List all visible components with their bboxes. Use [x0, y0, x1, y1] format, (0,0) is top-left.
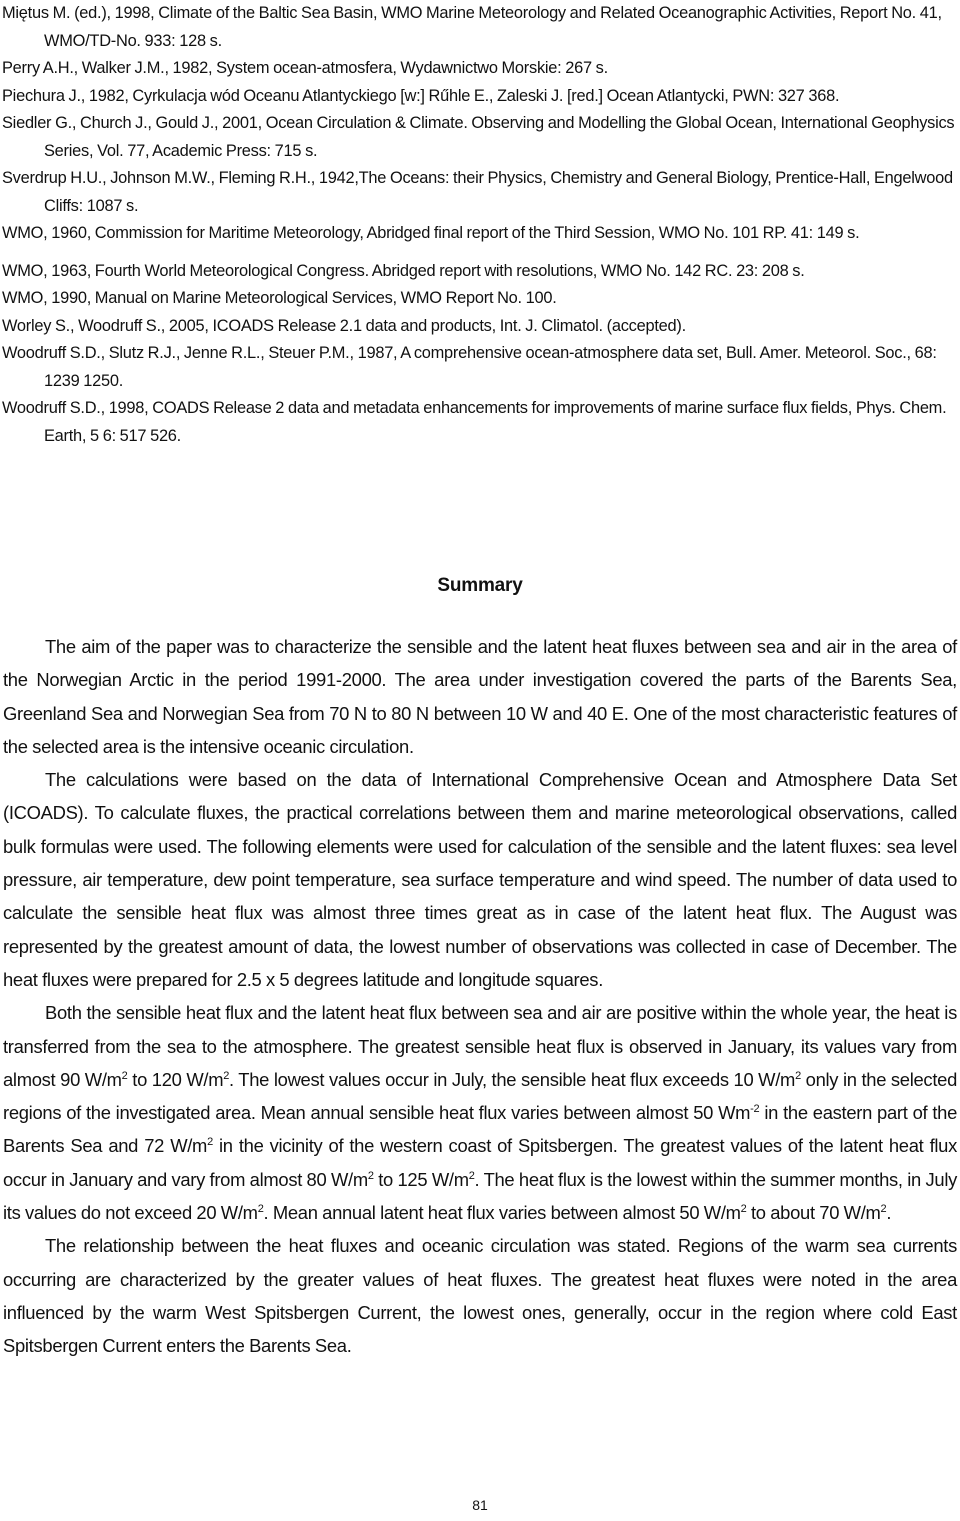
reference-item: Woodruff S.D., 1998, COADS Release 2 data and metadata enhancements for improvements of marine surface flux fields, Phys. Chem. Earth, 5 6: 517 526. — [2, 399, 947, 445]
reference-item: WMO, 1963, Fourth World Meteorological Congress. Abridged report with resolutions, WMO No. 142 RC. 23: 208 s. — [2, 261, 805, 280]
summary-body — [3, 630, 957, 1363]
reference-item: Sverdrup H.U., Johnson M.W., Fleming R.H., 1942,The Oceans: their Physics, Chemistry and General Biology, Prentice-Hall, Engelwood Cliffs: 1087 s. — [2, 169, 953, 215]
reference-item: Miętus M. (ed.), 1998, Climate of the Baltic Sea Basin, WMO Marine Meteorology and Related Oceanographic Activities, Report No. 41, WMO/TD-No. 933: 128 s. — [2, 4, 942, 50]
reference-item: Perry A.H., Walker J.M., 1982, System ocean-atmosfera, Wydawnictwo Morskie: 267 s. — [2, 59, 608, 77]
summary-paragraph: The calculations were based on the data of International Comprehensive Ocean and Atmosphere Data Set (ICOADS). To calculate fluxes, the practical correlations between them and marine meteorological observations, called bulk formulas were used. The following elements were used for calculation of the sensible and the latent fluxes: sea level pressure, air temperature, dew point temperature, sea surface temperature and wind speed. The number of data used to calculate the sensible heat flux was almost three times great as in case of the latent heat flux. The August was represented by the greatest amount of data, the lowest number of observations was collected in case of December. The heat fluxes were prepared for 2.5 x 5 degrees latitude and longitude squares. — [3, 769, 957, 990]
summary-paragraph: The relationship between the heat fluxes and oceanic circulation was stated. Regions of the warm sea currents occurring are characterized by the greater values of heat fluxes. The greatest heat fluxes were noted in the area influenced by the warm West Spitsbergen Current, the lowest ones, generally, occur in the region where cold East Spitsbergen Current enters the Barents Sea. — [3, 1235, 957, 1357]
reference-item: Woodruff S.D., Slutz R.J., Jenne R.L., Steuer P.M., 1987, A comprehensive ocean-atmosphere data set, Bull. Amer. Meteorol. Soc., 68: 1239 1250. — [2, 344, 937, 390]
reference-item: WMO, 1960, Commission for Maritime Meteorology, Abridged final report of the Third Session, WMO No. 101 RP. 41: 149 s. — [2, 224, 860, 242]
reference-item: Siedler G., Church J., Gould J., 2001, Ocean Circulation & Climate. Observing and Modelling the Global Ocean, International Geophysics Series, Vol. 77, Academic Press: 715 s. — [2, 114, 955, 160]
page-number: 81 — [472, 1497, 488, 1513]
reference-item: WMO, 1990, Manual on Marine Meteorological Services, WMO Report No. 100. — [2, 289, 557, 307]
references-list — [2, 0, 958, 450]
reference-item: Piechura J., 1982, Cyrkulacja wód Oceanu Atlantyckiego [w:] Rűhle E., Zaleski J. [red.] Ocean Atlantycki, PWN: 327 368. — [2, 86, 840, 105]
reference-item: Worley S., Woodruff S., 2005, ICOADS Release 2.1 data and products, Int. J. Climatol. (accepted). — [2, 316, 686, 335]
summary-paragraph: The aim of the paper was to characterize the sensible and the latent heat fluxes between sea and air in the area of the Norwegian Arctic in the period 1991-2000. The area under investigation covered the parts of the Barents Sea, Greenland Sea and Norwegian Sea from 70 N to 80 N between 10 W and 40 E. One of the most characteristic features of the selected area is the intensive oceanic circulation. — [3, 636, 957, 757]
summary-paragraph: Both the sensible heat flux and the latent heat flux between sea and air are positive within the whole year, the heat is transferred from the sea to the atmosphere. The greatest sensible heat flux is observed in January, its values vary from almost 90 $W/m^2$ to 120 $W/m^2$. The lowest values occur in July, the sensible heat flux exceeds 10 $W/m^2$ only in the selected regions of the investigated area. Mean annual sensible heat flux varies between almost 50 $Wm^{-2}$ in the eastern part of the Barents Sea and 72 $W/m^2$ in the vicinity of the western coast of Spitsbergen. The greatest values of the latent heat flux occur in January and vary from almost 80 $W/m^2$ to 125 $W/m^2$. The heat flux is the lowest within the summer months, in July its values do not exceed 20 $W/m^2$. Mean annual latent heat flux varies between almost 50 $W/m^2$ to about 70 $W/m^2$. — [3, 1002, 958, 1224]
summary-heading: Summary — [437, 575, 523, 596]
